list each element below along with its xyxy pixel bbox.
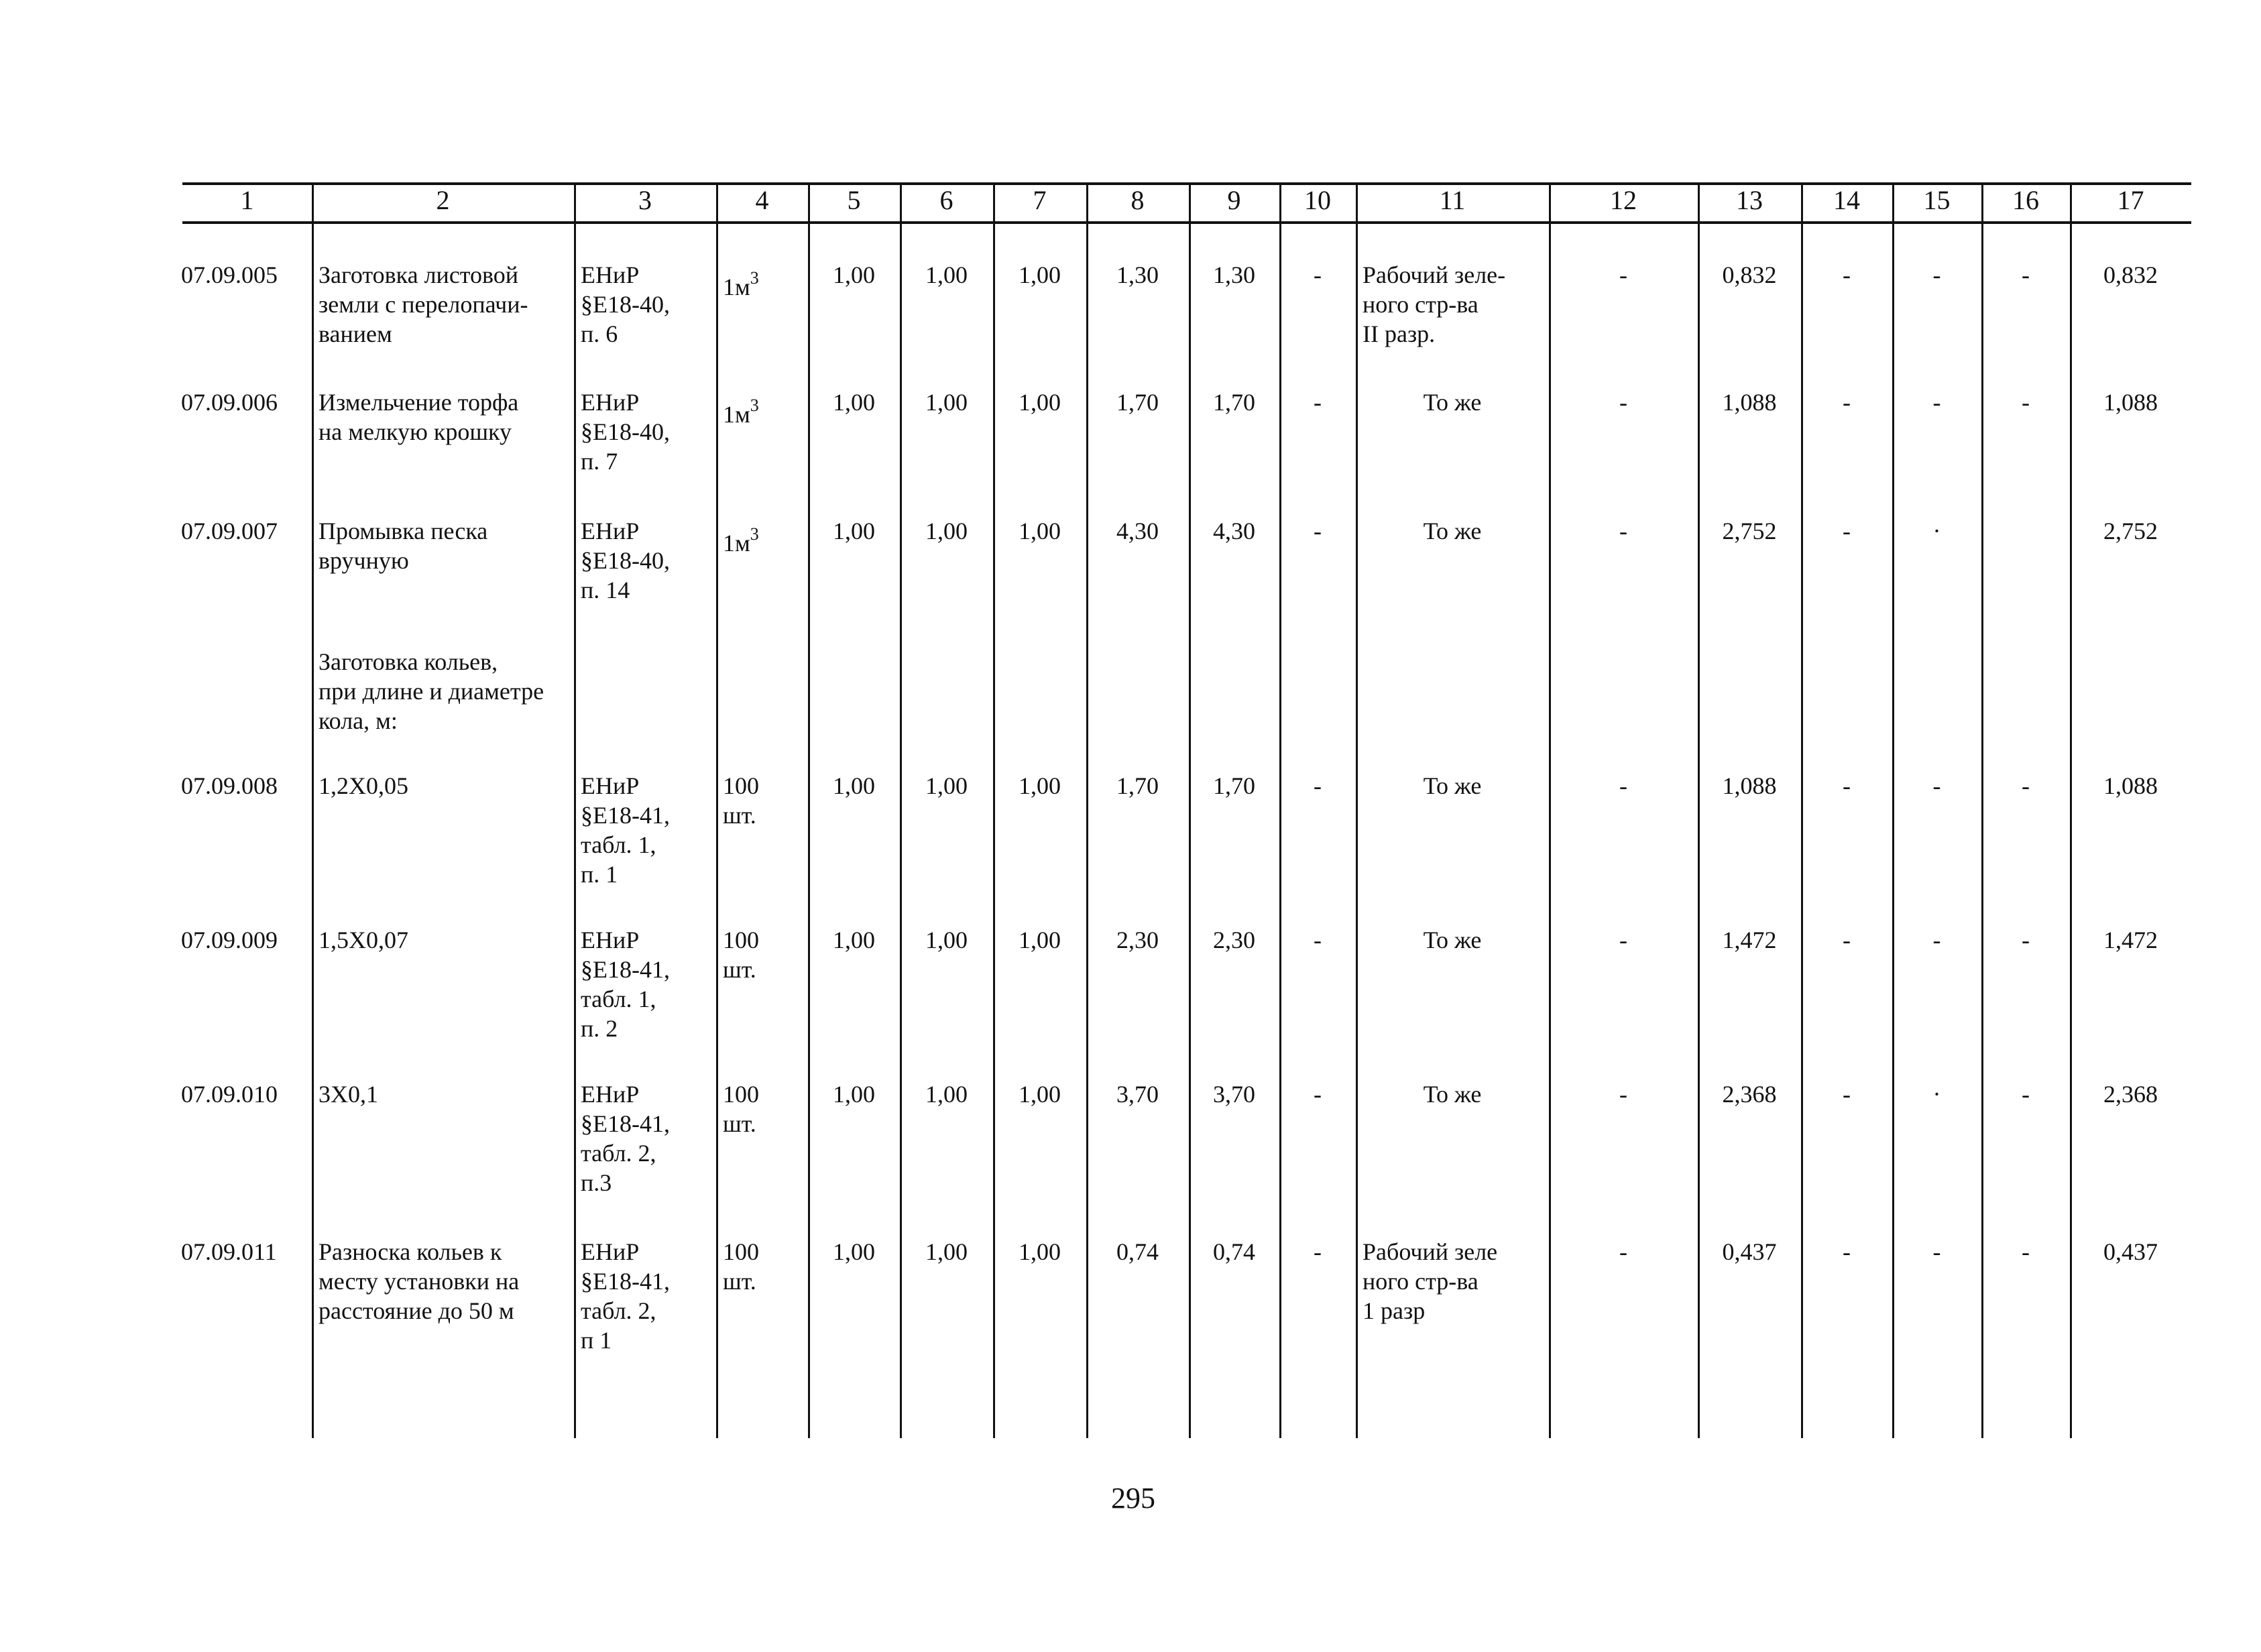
- table-cell-col7: 1,00: [1019, 772, 1061, 799]
- unit-exponent: 3: [750, 268, 759, 288]
- table-cell-col2: 1,2Х0,05: [318, 772, 408, 799]
- table-cell-col10: -: [1314, 261, 1322, 288]
- column-header: 6: [939, 185, 953, 215]
- table-cell-col6: 1,00: [925, 389, 968, 416]
- column-header: 5: [847, 185, 861, 215]
- table-cell-col4: 100 шт.: [723, 1238, 759, 1295]
- table-cell-col15: -: [1932, 772, 1941, 799]
- table-cell-col6: 1,00: [925, 1238, 968, 1265]
- table-cell-col7: 1,00: [1019, 389, 1061, 416]
- table-cell-col2: Измельчение торфа на мелкую крошку: [318, 389, 519, 445]
- table-cell-col11: То же: [1423, 389, 1482, 416]
- column-header: 9: [1227, 185, 1241, 215]
- table-cell-col1: 07.09.006: [181, 389, 278, 416]
- table-cell-col9: 2,30: [1213, 927, 1255, 953]
- column-header: 10: [1304, 185, 1331, 215]
- table-cell-col11: Рабочий зеле- ного стр-ва II разр.: [1363, 261, 1506, 347]
- table-cell-col10: -: [1314, 1238, 1322, 1265]
- table-cell-col14: -: [1843, 927, 1851, 953]
- table-cell-col3: ЕНиР §Е18-41, табл. 2, п 1: [581, 1238, 670, 1354]
- table-cell-col4: [723, 268, 804, 302]
- table-cell-col4: 100 шт.: [723, 927, 759, 983]
- table-cell-col3: ЕНиР §Е18-40, п. 7: [581, 389, 670, 475]
- unit-value: 1м: [723, 401, 750, 428]
- table-cell-col5: 1,00: [833, 389, 875, 416]
- table-cell-col6: 1,00: [925, 261, 968, 288]
- table-cell-col8: 2,30: [1116, 927, 1159, 953]
- table-cell-col1: 07.09.005: [181, 261, 278, 288]
- table-cell-col9: 1,70: [1213, 389, 1255, 416]
- table-cell-col3: ЕНиР §Е18-40, п. 14: [581, 518, 670, 603]
- table-cell-col3: ЕНиР §Е18-41, табл. 1, п. 1: [581, 772, 670, 888]
- table-cell-col14: -: [1843, 518, 1851, 544]
- table-cell-col1: 07.09.009: [181, 927, 278, 953]
- table-cell-col2: Заготовка кольев, при длине и диаметре кола, м:: [318, 648, 544, 734]
- table-cell-col17: 1,088: [2103, 389, 2158, 416]
- table-cell-col10: -: [1314, 772, 1322, 799]
- column-header: 1: [240, 185, 254, 215]
- table-cell-col10: -: [1314, 927, 1322, 953]
- table-cell-col15: -: [1932, 261, 1941, 288]
- table-cell-col4: 100 шт.: [723, 1081, 759, 1137]
- table-cell-col7: 1,00: [1019, 261, 1061, 288]
- table-cell-col12: -: [1619, 518, 1627, 544]
- table-cell-col7: 1,00: [1019, 518, 1061, 544]
- column-header: 8: [1130, 185, 1145, 215]
- unit-value: 1м: [723, 530, 750, 556]
- table-cell-col5: 1,00: [833, 261, 875, 288]
- column-header: 16: [2012, 185, 2039, 215]
- table-cell-col13: 0,437: [1722, 1238, 1777, 1265]
- table-cell-col15: ·: [1932, 518, 1941, 544]
- table-cell-col12: -: [1619, 927, 1627, 953]
- table-cell-col7: 1,00: [1019, 1238, 1061, 1265]
- table-cell-col11: То же: [1423, 772, 1482, 799]
- table-cell-col9: 1,70: [1213, 772, 1255, 799]
- column-header: 7: [1033, 185, 1047, 215]
- table-cell-col2: Промывка песка вручную: [318, 518, 488, 574]
- table-cell-col13: 2,368: [1722, 1081, 1777, 1108]
- table-cell-col17: 1,088: [2103, 772, 2158, 799]
- table-cell-col1: 07.09.007: [181, 518, 278, 544]
- table-cell-col3: ЕНиР §Е18-41, табл. 2, п.3: [581, 1081, 670, 1196]
- table-cell-col10: -: [1314, 518, 1322, 544]
- table-cell-col16: -: [2022, 1081, 2030, 1108]
- column-divider: [716, 182, 718, 1438]
- table-cell-col11: То же: [1423, 1081, 1482, 1108]
- table-cell-col9: 3,70: [1213, 1081, 1255, 1108]
- table-cell-col13: 1,088: [1722, 389, 1777, 416]
- column-divider: [1356, 182, 1358, 1438]
- table-cell-col4: [723, 524, 804, 558]
- table-cell-col11: То же: [1423, 927, 1482, 953]
- column-header: 4: [755, 185, 769, 215]
- table-cell-col8: 1,30: [1116, 261, 1159, 288]
- table-cell-col1: 07.09.010: [181, 1081, 278, 1108]
- table-cell-col2: 3Х0,1: [318, 1081, 378, 1108]
- page-number: 295: [1111, 1482, 1155, 1515]
- unit-exponent: 3: [750, 524, 759, 544]
- table-cell-col14: -: [1843, 389, 1851, 416]
- table-cell-col4: [723, 396, 804, 429]
- table-cell-col8: 1,70: [1116, 772, 1159, 799]
- table-cell-col11: Рабочий зеле ного стр-ва 1 разр: [1363, 1238, 1498, 1324]
- table-cell-col7: 1,00: [1019, 1081, 1061, 1108]
- table-header-rule: [182, 221, 2191, 224]
- table-cell-col16: -: [2022, 389, 2030, 416]
- table-cell-col14: -: [1843, 1238, 1851, 1265]
- table-cell-col14: -: [1843, 1081, 1851, 1108]
- table-cell-col10: -: [1314, 1081, 1322, 1108]
- table-cell-col8: 3,70: [1116, 1081, 1159, 1108]
- table-cell-col6: 1,00: [925, 518, 968, 544]
- table-cell-col5: 1,00: [833, 772, 875, 799]
- table-cell-col9: 1,30: [1213, 261, 1255, 288]
- table-cell-col3: ЕНиР §Е18-41, табл. 1, п. 2: [581, 927, 670, 1042]
- table-cell-col8: 0,74: [1116, 1238, 1159, 1265]
- table-cell-col5: 1,00: [833, 518, 875, 544]
- table-cell-col5: 1,00: [833, 1081, 875, 1108]
- table-cell-col8: 4,30: [1116, 518, 1159, 544]
- table-cell-col9: 4,30: [1213, 518, 1255, 544]
- column-header: 17: [2117, 185, 2144, 215]
- table-cell-col7: 1,00: [1019, 927, 1061, 953]
- table-cell-col17: 2,752: [2103, 518, 2158, 544]
- table-cell-col9: 0,74: [1213, 1238, 1255, 1265]
- column-header: 12: [1610, 185, 1637, 215]
- table-cell-col12: -: [1619, 1081, 1627, 1108]
- table-cell-col2: 1,5Х0,07: [318, 927, 408, 953]
- table-cell-col15: ·: [1932, 1081, 1941, 1108]
- table-cell-col16: -: [2022, 772, 2030, 799]
- table-cell-col13: 1,472: [1722, 927, 1777, 953]
- table-cell-col15: -: [1932, 927, 1941, 953]
- table-cell-col3: ЕНиР §Е18-40, п. 6: [581, 261, 670, 347]
- table-cell-col17: 0,832: [2103, 261, 2158, 288]
- table-cell-col12: -: [1619, 261, 1627, 288]
- column-header: 11: [1439, 185, 1466, 215]
- table-cell-col15: -: [1932, 1238, 1941, 1265]
- table-cell-col8: 1,70: [1116, 389, 1159, 416]
- table-cell-col17: 1,472: [2103, 927, 2158, 953]
- column-header: 3: [638, 185, 652, 215]
- table-cell-col2: Заготовка листовой земли с перелопачи- ванием: [318, 261, 528, 347]
- table-cell-col16: -: [2022, 261, 2030, 288]
- column-header: 13: [1736, 185, 1763, 215]
- table-cell-col12: -: [1619, 772, 1627, 799]
- table-cell-col13: 0,832: [1722, 261, 1777, 288]
- column-divider: [312, 182, 314, 1438]
- table-cell-col1: 07.09.011: [181, 1238, 277, 1265]
- table-cell-col17: 2,368: [2103, 1081, 2158, 1108]
- table-cell-col2: Разноска кольев к месту установки на расстояние до 50 м: [318, 1238, 520, 1324]
- table-cell-col15: -: [1932, 389, 1941, 416]
- unit-value: 1м: [723, 274, 750, 300]
- table-cell-col16: -: [2022, 927, 2030, 953]
- unit-exponent: 3: [750, 396, 759, 415]
- table-cell-col11: То же: [1423, 518, 1482, 544]
- table-cell-col14: -: [1843, 261, 1851, 288]
- column-header: 2: [436, 185, 450, 215]
- table-cell-col6: 1,00: [925, 772, 968, 799]
- table-cell-col1: 07.09.008: [181, 772, 278, 799]
- table-cell-col12: -: [1619, 389, 1627, 416]
- table-cell-col5: 1,00: [833, 927, 875, 953]
- column-divider: [574, 182, 576, 1438]
- column-header: 14: [1833, 185, 1860, 215]
- table-cell-col14: -: [1843, 772, 1851, 799]
- table-cell-col17: 0,437: [2103, 1238, 2158, 1265]
- table-cell-col16: -: [2022, 1238, 2030, 1265]
- table-cell-col13: 2,752: [1722, 518, 1777, 544]
- table-cell-col10: -: [1314, 389, 1322, 416]
- table-cell-col12: -: [1619, 1238, 1627, 1265]
- table-cell-col5: 1,00: [833, 1238, 875, 1265]
- table-cell-col13: 1,088: [1722, 772, 1777, 799]
- column-header: 15: [1923, 185, 1951, 215]
- table-cell-col6: 1,00: [925, 1081, 968, 1108]
- table-cell-col6: 1,00: [925, 927, 968, 953]
- table-cell-col4: 100 шт.: [723, 772, 759, 829]
